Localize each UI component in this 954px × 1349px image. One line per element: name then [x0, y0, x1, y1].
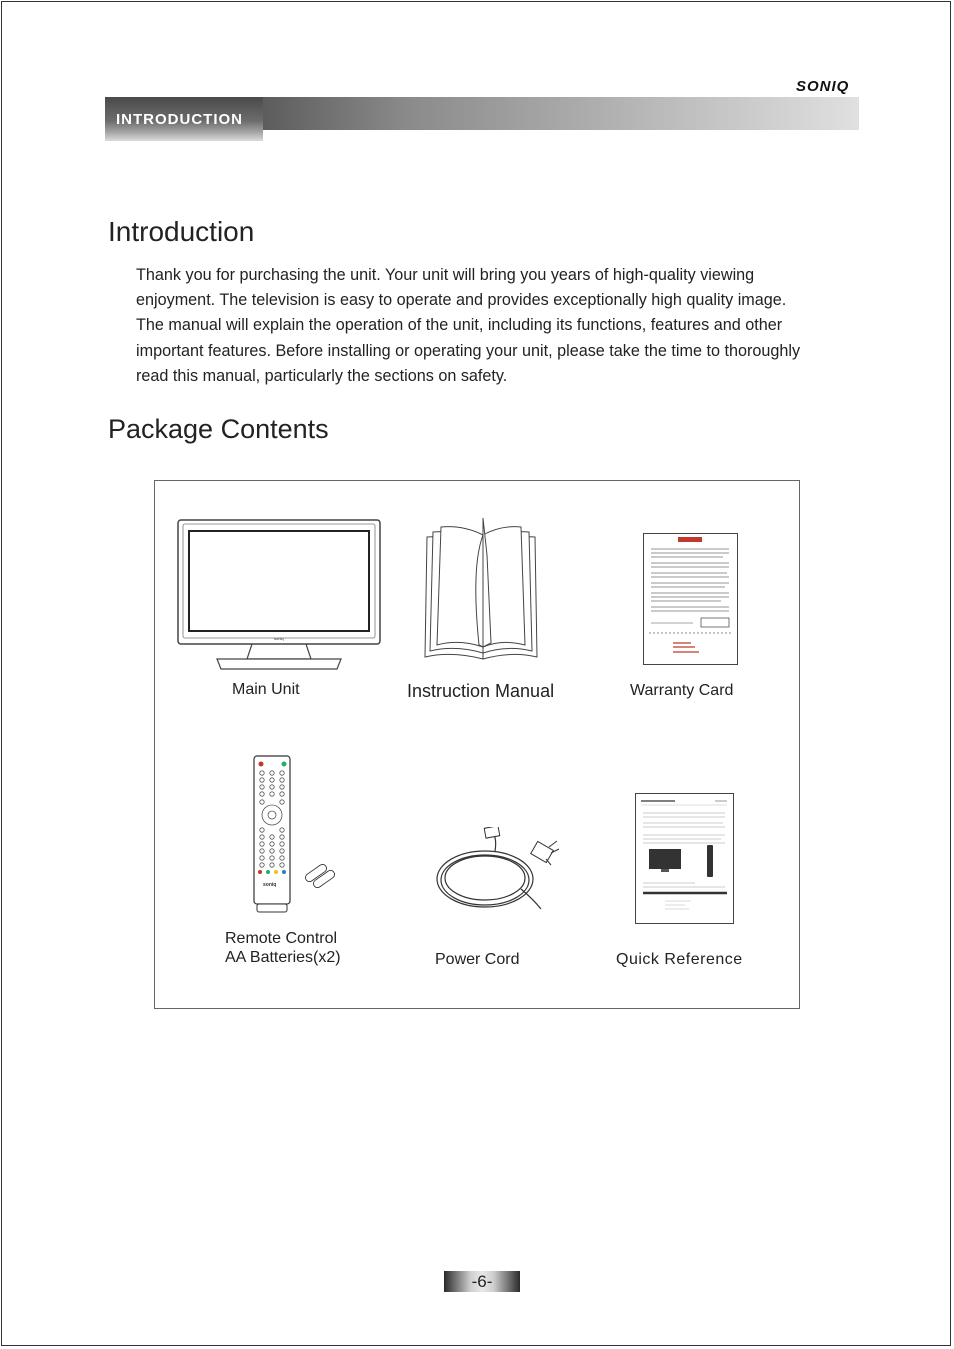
- section-tab: [105, 97, 263, 141]
- remote-control-label: Remote Control: [225, 930, 338, 947]
- intro-line: Thank you for purchasing the unit. Your unit will bring you years of high-quality viewing: [136, 266, 755, 284]
- svg-text:soniq: soniq: [263, 882, 277, 888]
- remote-batteries-label: [225, 929, 341, 967]
- introduction-paragraph: [136, 263, 848, 389]
- intro-line: read this manual, particularly the sections on safety.: [136, 366, 508, 385]
- warranty-card-label: Warranty Card: [630, 682, 734, 699]
- quick-reference-label: Quick Reference: [616, 951, 743, 968]
- warranty-card-illustration: [643, 533, 738, 665]
- svg-text:soniq: soniq: [274, 636, 284, 641]
- instruction-manual-label: Instruction Manual: [407, 681, 555, 701]
- batteries-label: AA Batteries(x2): [225, 949, 341, 966]
- intro-line: enjoyment. The television is easy to operate and provides exceptionally high quality image.: [136, 291, 787, 310]
- power-cord-label: Power Cord: [435, 951, 520, 968]
- package-contents-heading: Package Contents: [108, 414, 329, 444]
- quick-reference-illustration: [635, 793, 734, 924]
- power-cord-illustration: [433, 827, 563, 915]
- intro-line: important features. Before installing or operating your unit, please take the time to thoroughly: [136, 341, 801, 360]
- package-contents-box: [154, 480, 800, 1009]
- remote-control-illustration: [252, 755, 344, 915]
- intro-line: The manual will explain the operation of the unit, including its functions, features and other: [136, 316, 783, 335]
- introduction-heading: Introduction: [108, 216, 255, 247]
- main-unit-label: Main Unit: [232, 681, 300, 698]
- tv-illustration: [177, 519, 381, 675]
- section-tab-label: INTRODUCTION: [116, 111, 243, 128]
- page-number: -6-: [444, 1271, 520, 1292]
- manual-illustration: [421, 517, 541, 661]
- brand-logo: SONIQ: [796, 78, 850, 95]
